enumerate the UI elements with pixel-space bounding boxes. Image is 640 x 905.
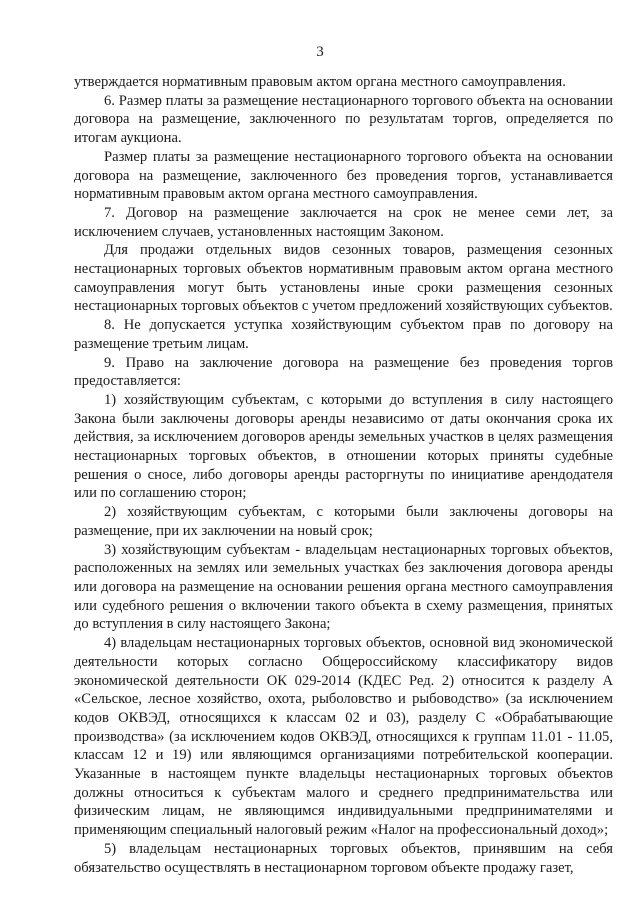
paragraph-fee-without-tender: Размер платы за размещение нестационарного торгового объекта на основании договора на размещение, заключенного без проведения торгов, устанавливается нормативным правовым актом органа местного самоуправления. bbox=[74, 148, 613, 203]
document-body bbox=[74, 73, 613, 877]
list-item-3: 3) хозяйствующим субъектам - владельцам нестационарных торговых объектов, расположенных на землях или земельных участках без заключения договора аренды или договора на размещение на основании решения органа местного самоуправления или судебного решения о включении такого объекта в схему размещения, принятых до вступления в силу настоящего Закона; bbox=[74, 541, 613, 633]
paragraph-item-8: 8. Не допускается уступка хозяйствующим субъектом прав по договору на размещение третьим лицам. bbox=[74, 317, 613, 352]
paragraph-continuation: утверждается нормативным правовым актом органа местного самоуправления. bbox=[74, 74, 566, 90]
paragraph-seasonal-goods: Для продажи отдельных видов сезонных товаров, размещения сезонных нестационарных торговых объектов нормативным правовым актом органа местного самоуправления могут быть установлены иные сроки размещения сезонных нестационарных торговых объектов с учетом предложений хозяйствующих субъектов. bbox=[74, 242, 613, 315]
list-item-5: 5) владельцам нестационарных торговых объектов, принявшим на себя обязательство осуществлять в нестационарном торговом объекте продажу газет, bbox=[74, 840, 613, 876]
paragraph-item-7: 7. Договор на размещение заключается на срок не менее семи лет, за исключением случаев, установленных настоящим Законом. bbox=[74, 204, 613, 240]
list-item-1: 1) хозяйствующим субъектам, с которыми до вступления в силу настоящего Закона были заключены договоры аренды независимо от даты окончания срока их действия, за исключением договоров аренды земельных участков в целях размещения нестационарных торговых объектов, в отношении которых приняты судебные решения о сносе, либо договоры аренды расторгнуты по инициативе арендодателя или по соглашению сторон; bbox=[74, 391, 613, 502]
list-item-2: 2) хозяйствующим субъектам, с которыми были заключены договоры на размещение, при их заключении на новый срок; bbox=[74, 504, 613, 539]
list-item-4: 4) владельцам нестационарных торговых объектов, основной вид экономической деятельности которых согласно Общероссийскому классификатору видов экономической деятельности ОК 029-2014 (КДЕС Ред. 2) относится к разделу А «Сельское, лесное хозяйство, охота, рыболовство и рыбоводство» (за исключением кодов ОКВЭД, относящихся к классам 02 и 03), разделу С «Обрабатывающие производства» (за исключением кодов ОКВЭД, относящихся к группам 11.01 - 11.05, классам 12 и 19) или являющимся организациями потребительской кооперации. Указанные в настоящем пункте владельцы нестационарных торговых объектов должны относиться к субъектам малого и среднего предпринимательства или физическим лицам, не являющимся индивидуальными предпринимателями и применяющим специальный налоговый режим «Налог на профессиональный доход»; bbox=[74, 635, 613, 839]
paragraph-item-9: 9. Право на заключение договора на размещение без проведения торгов предоставляется: bbox=[74, 354, 613, 390]
paragraph-item-6: 6. Размер платы за размещение нестационарного торгового объекта на основании договора на размещение, заключенного по результатам торгов, определяется по итогам аукциона. bbox=[74, 92, 613, 147]
page-number: 3 bbox=[316, 44, 324, 60]
